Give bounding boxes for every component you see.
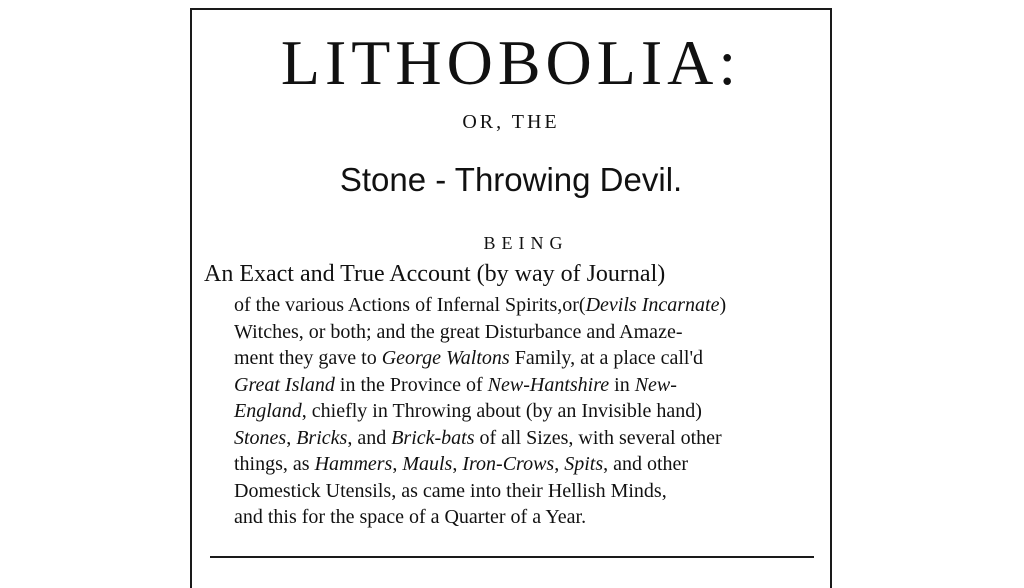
description-paragraph: [234, 292, 824, 531]
description-line: [234, 398, 824, 425]
text-run: ): [719, 294, 727, 316]
description-line: [234, 292, 824, 319]
italic-text-run: Mauls: [402, 453, 453, 475]
text-run: ,: [286, 426, 297, 449]
account-heading: An Exact and True Account (by way of Journal): [204, 261, 666, 287]
book-subtitle: Stone - Throwing Devil.: [339, 161, 683, 198]
text-run: ,: [392, 453, 403, 475]
description-line: [234, 451, 824, 478]
text-run: , and: [347, 426, 392, 449]
text-run: ,: [452, 453, 463, 475]
italic-text-run: New-: [634, 373, 677, 396]
italic-text-run: Hammers: [314, 453, 393, 475]
italic-text-run: Stones: [234, 426, 287, 449]
description-line: [234, 478, 824, 505]
italic-text-run: New-Hantshire: [487, 373, 610, 396]
being-line: BEING: [483, 233, 569, 253]
italic-text-run: England: [234, 400, 302, 422]
italic-text-run: Iron-Crows: [462, 453, 555, 475]
or-the-line: OR, THE: [462, 111, 560, 133]
italic-text-run: Great Island: [234, 373, 335, 396]
text-run: things, as: [234, 453, 315, 475]
text-run: Family, at a place call'd: [509, 347, 704, 369]
text-run: ment they gave to: [234, 347, 382, 369]
text-run: in: [609, 373, 635, 396]
text-run: ,: [554, 453, 565, 475]
text-run: , and other: [603, 453, 689, 475]
text-run: of all Sizes, with several other: [474, 426, 722, 449]
italic-text-run: George Waltons: [381, 347, 510, 369]
italic-text-run: Spits: [564, 453, 604, 475]
text-run: Domestick Utensils, as came into their Hellish Minds,: [234, 479, 667, 502]
text-run: of the various Actions of Infernal Spirits,or(: [234, 294, 586, 316]
text-run: , chiefly in Throwing about (by an Invisible hand): [301, 400, 702, 422]
title-page-frame: [190, 8, 832, 588]
text-run: Witches, or both; and the great Disturbance and Amaze-: [234, 320, 683, 343]
text-run: and this for the space of a Quarter of a Year.: [234, 506, 587, 528]
description-line: [234, 504, 824, 531]
description-line: [234, 372, 824, 399]
italic-text-run: Brick-bats: [391, 426, 475, 449]
italic-text-run: Devils Incarnate: [585, 294, 720, 316]
description-line: [234, 425, 824, 452]
book-title: LITHOBOLIA:: [280, 27, 742, 98]
horizontal-rule: [210, 556, 814, 558]
description-line: [234, 319, 824, 346]
italic-text-run: Bricks: [296, 426, 348, 449]
text-run: in the Province of: [334, 373, 488, 396]
description-line: [234, 345, 824, 372]
